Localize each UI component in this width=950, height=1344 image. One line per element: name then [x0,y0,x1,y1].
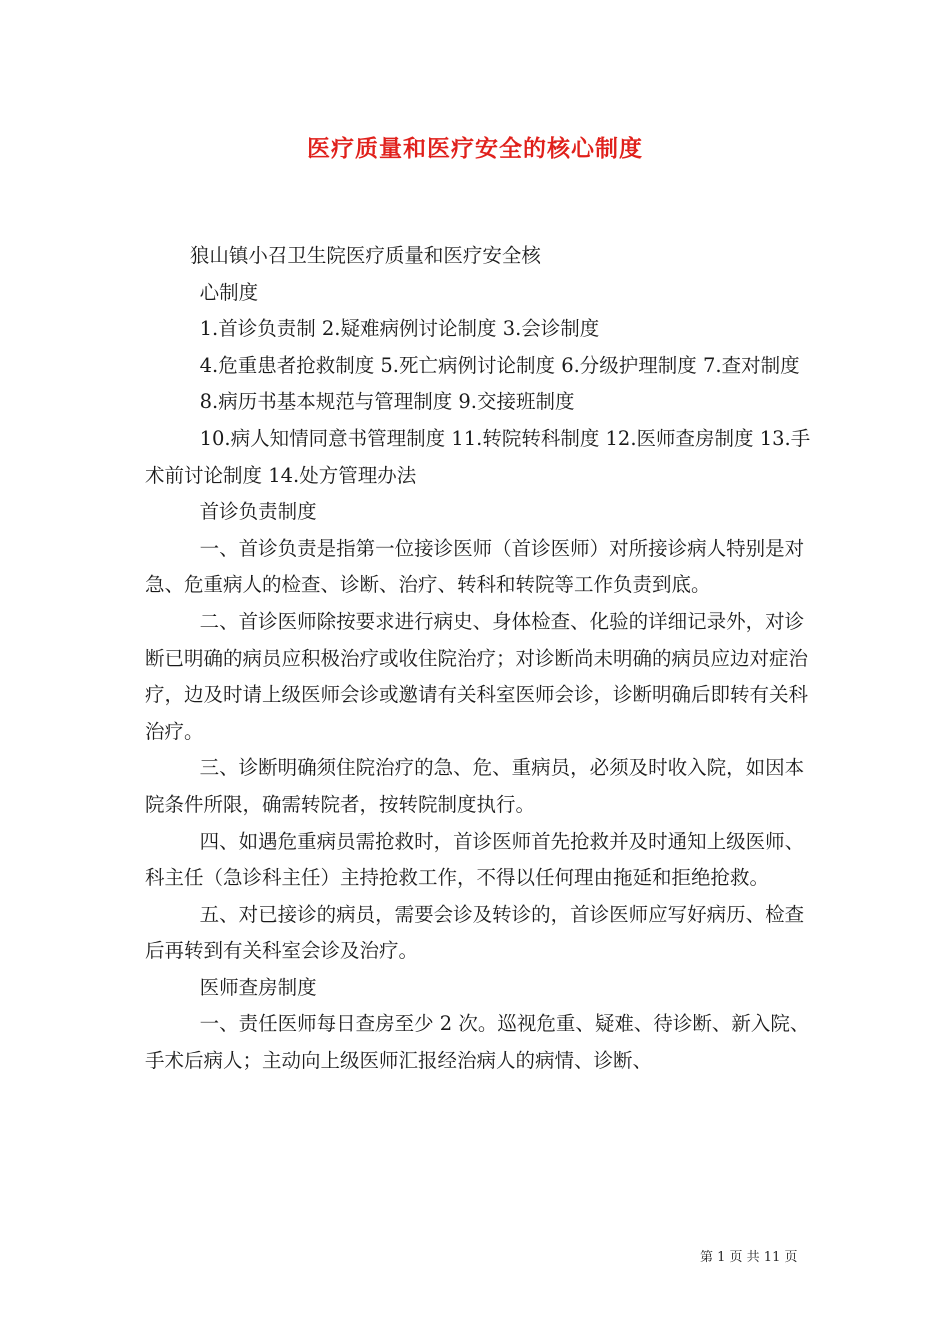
section1-paragraph: 五、对已接诊的病员，需要会诊及转诊的，首诊医师应写好病历、检查后再转到有关科室会诊及治疗。 [145,902,805,963]
section1-paragraph: 二、首诊医师除按要求进行病史、身体检查、化验的详细记录外，对诊断已明确的病员应积极治疗或收住院治疗；对诊断尚未明确的病员应边对症治疗，边及时请上级医师会诊或邀请有关科室医师会诊，诊断明确后即转有关科治疗。 [145,609,809,743]
section1-paragraph: 四、如遇危重病员需抢救时，首诊医师首先抢救并及时通知上级医师、科主任（急诊科主任）主持抢救工作，不得以任何理由拖延和拒绝抢救。 [145,829,805,890]
section-heading-ward-round: 医师查房制度 [199,975,317,999]
list-line-1: 1.首诊负责制 2.疑难病例讨论制度 3.会诊制度 [199,317,600,341]
document-title: 医疗质量和医疗安全的核心制度 [307,135,643,162]
page-number: 第 1 页 共 11 页 [700,1250,798,1265]
list-line-3: 8.病历书基本规范与管理制度 9.交接班制度 [199,390,575,414]
section1-paragraph: 一、首诊负责是指第一位接诊医师（首诊医师）对所接诊病人特别是对急、危重病人的检查、诊断、治疗、转科和转院等工作负责到底。 [145,536,805,597]
document-body [145,238,817,1080]
intro-line-2: 心制度 [199,280,259,304]
list-line-2: 4.危重患者抢救制度 5.死亡病例讨论制度 6.分级护理制度 7.查对制度 [199,353,800,377]
intro-line-1: 狼山镇小召卫生院医疗质量和医疗安全核 [189,244,541,267]
list-line-4: 10.病人知情同意书管理制度 11.转院转科制度 12.医师查房制度 13.手术前讨论制度 14.处方管理办法 [145,426,811,487]
section1-paragraph: 三、诊断明确须住院治疗的急、危、重病员，必须及时收入院，如因本院条件所限，确需转院者，按转院制度执行。 [145,756,805,816]
section2-paragraph: 一、责任医师每日查房至少 2 次。巡视危重、疑难、待诊断、新入院、手术后病人；主动向上级医师汇报经治病人的病情、诊断、 [145,1012,810,1073]
section-heading-first-diagnosis: 首诊负责制度 [199,500,317,524]
